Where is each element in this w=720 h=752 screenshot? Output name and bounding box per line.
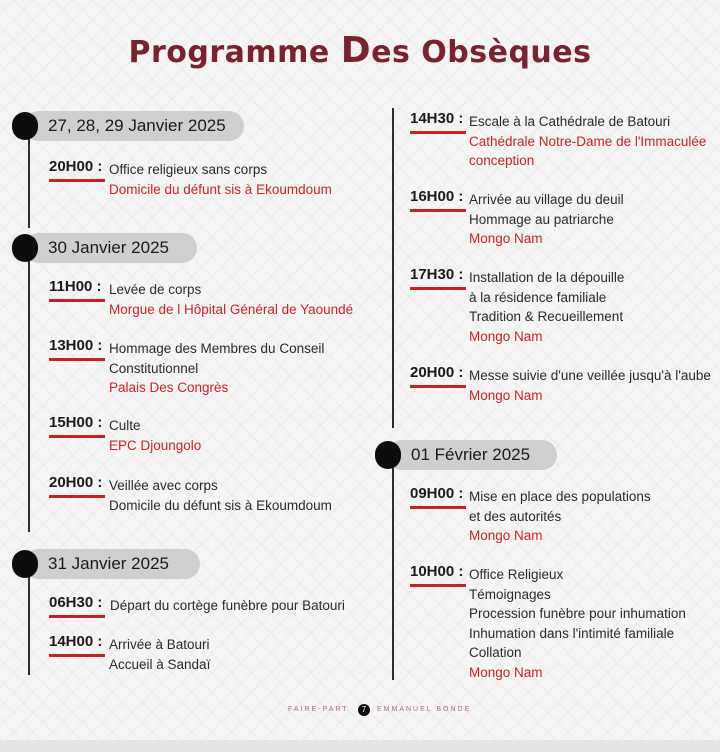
- entry-details: [469, 268, 624, 346]
- entry-time: 20H00 :: [49, 158, 103, 175]
- date-bar: [12, 233, 197, 263]
- entry-location: Mongo Nam: [469, 664, 543, 680]
- entry-line: Tradition & Recueillement: [469, 309, 624, 325]
- date-label: 27, 28, 29 Janvier 2025: [48, 116, 226, 135]
- date-bar: [375, 440, 557, 470]
- entry-line: Collation: [469, 645, 522, 661]
- page-title: [0, 30, 720, 71]
- entry-details: [469, 366, 711, 405]
- timeline-dot: [375, 441, 401, 469]
- time-underline: [49, 358, 105, 361]
- entry-line: à la résidence familiale: [469, 289, 607, 305]
- entry-details: [109, 416, 201, 455]
- title-big-letter: D: [340, 30, 372, 71]
- entry-line: Accueil à Sandaï: [109, 656, 211, 672]
- entry-details: [469, 487, 651, 546]
- time-underline: [49, 495, 105, 498]
- time-underline: [410, 209, 466, 212]
- entry-location: Cathédrale Notre-Dame de l'Immaculée: [469, 133, 707, 149]
- entry-line: Départ du cortège funèbre pour Batouri: [110, 598, 345, 613]
- time-underline: [49, 299, 105, 302]
- time-underline: [410, 385, 466, 388]
- entry-details: [469, 112, 706, 171]
- entry-line: Office Religieux: [469, 567, 564, 582]
- entry-time: 13H00 :: [49, 337, 103, 354]
- date-bar: [12, 549, 200, 579]
- entry-location: conception: [469, 153, 535, 169]
- entry-time: 20H00 :: [49, 474, 103, 491]
- entry-line: Procession funèbre pour inhumation: [469, 606, 686, 622]
- footer-left-text: FAIRE-PART: [288, 706, 349, 713]
- date-label: 30 Janvier 2025: [48, 238, 169, 257]
- entry-line: Veillée avec corps: [109, 478, 218, 493]
- entry-location: EPC Djoungolo: [109, 437, 202, 453]
- entry-details: [109, 280, 353, 319]
- time-underline: [49, 654, 105, 657]
- timeline-line-left-3: [28, 565, 30, 675]
- entry-time: 10H00 :: [410, 563, 464, 580]
- entry-details: [469, 190, 624, 249]
- entry-details: [109, 160, 332, 199]
- entry-line: Hommage des Membres du Conseil: [109, 341, 325, 356]
- title-part1: Programme: [128, 35, 341, 70]
- title-part2: es Obsèques: [371, 35, 592, 70]
- entry-line: Hommage au patriarche: [469, 211, 614, 227]
- entry-line: Constitutionnel: [109, 360, 199, 376]
- entry-location: Morgue de l Hôpital Général de Yaoundé: [109, 301, 354, 317]
- entry-location: Palais Des Congrès: [109, 380, 229, 396]
- entry-time: 06H30 :: [49, 594, 103, 611]
- entry-time: 16H00 :: [410, 188, 464, 205]
- time-underline: [410, 131, 466, 134]
- entry-line: Arrivée à Batouri: [109, 637, 210, 652]
- time-underline: [410, 287, 466, 290]
- entry-line: et des autorités: [469, 508, 562, 524]
- timeline-dot: [12, 112, 38, 140]
- timeline-line-left-2: [28, 248, 30, 532]
- entry-line: Installation de la dépouille: [469, 270, 625, 285]
- entry-line: Inhumation dans l'intimité familiale: [469, 625, 675, 641]
- entry-line: Office religieux sans corps: [109, 162, 268, 177]
- entry-time: 20H00 :: [410, 364, 464, 381]
- time-underline: [49, 615, 105, 618]
- entry-line: Levée de corps: [109, 282, 202, 297]
- entry-line: Domicile du défunt sis à Ekoumdoum: [109, 497, 332, 513]
- footer-right-text: EMMANUEL BONDE: [377, 706, 472, 713]
- entry-line: Escale à la Cathédrale de Batouri: [469, 114, 671, 129]
- date-bar: [12, 111, 244, 141]
- entry-time: 15H00 :: [49, 414, 103, 431]
- time-underline: [49, 179, 105, 182]
- entry-line: Arrivée au village du deuil: [469, 192, 624, 207]
- entry-details: [109, 339, 324, 398]
- entry-time: 14H30 :: [410, 110, 464, 127]
- entry-line: Témoignages: [469, 586, 551, 602]
- page-number: 7: [358, 704, 370, 716]
- timeline-line-right-2: [392, 468, 394, 680]
- bottom-strip: [0, 740, 720, 752]
- entry-details: [109, 635, 210, 674]
- entry-location: Mongo Nam: [469, 328, 543, 344]
- entry-time: 09H00 :: [410, 485, 464, 502]
- entry-time: 14H00 :: [49, 633, 103, 650]
- entry-details: [469, 565, 686, 683]
- entry-location: Domicile du défunt sis à Ekoumdoum: [109, 181, 332, 197]
- entry-location: Mongo Nam: [469, 231, 543, 247]
- time-underline: [410, 584, 466, 587]
- entry-details: [109, 476, 332, 515]
- timeline-line-left-1: [28, 126, 30, 228]
- entry-line: Culte: [109, 418, 141, 433]
- timeline-dot: [12, 550, 38, 578]
- time-underline: [410, 506, 466, 509]
- date-label: 31 Janvier 2025: [48, 554, 169, 573]
- entry-time: 11H00 :: [49, 278, 102, 295]
- entry-location: Mongo Nam: [469, 528, 543, 544]
- timeline-dot: [12, 234, 38, 262]
- entry-line: Messe suivie d'une veillée jusqu'à l'aube: [469, 368, 711, 383]
- entry-line: Mise en place des populations: [469, 489, 651, 504]
- time-underline: [49, 435, 105, 438]
- date-label: 01 Février 2025: [411, 445, 531, 464]
- entry-time: 17H30 :: [410, 266, 464, 283]
- entry-details: [110, 596, 345, 616]
- timeline-line-right-1: [392, 108, 394, 428]
- page-footer: [0, 703, 720, 717]
- entry-location: Mongo Nam: [469, 387, 543, 403]
